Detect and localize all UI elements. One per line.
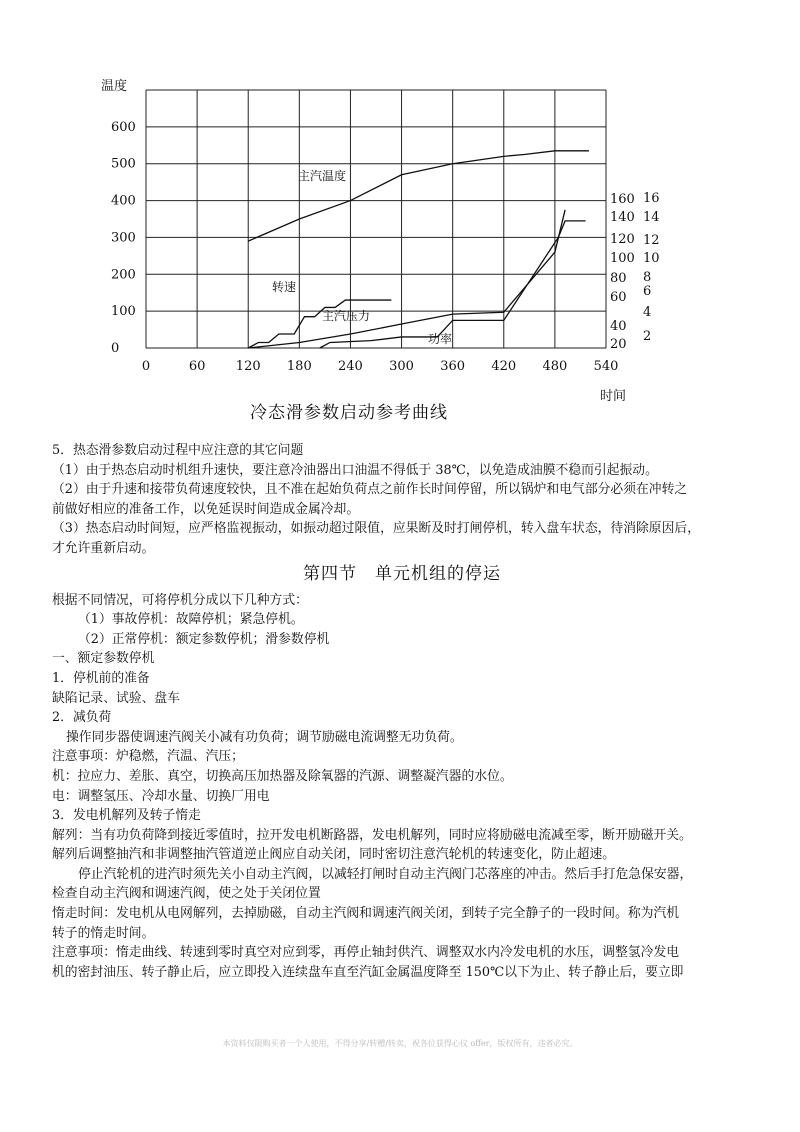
x-axis-label: 时间 <box>600 389 627 404</box>
x-tick-label: 120 <box>235 359 261 374</box>
x-tick-label: 60 <box>188 359 206 374</box>
series-label: 功率 <box>428 332 453 346</box>
y-tick-label: 400 <box>111 193 136 209</box>
step-3-title: 3．发电机解列及转子惰走 <box>52 808 201 824</box>
section4-heading: 第四节 单元机组的停运 <box>303 563 501 584</box>
y-tick-label: 200 <box>111 267 136 283</box>
startup-curve-chart <box>0 0 800 410</box>
disconnect-text-1: 解列：当有功负荷降到接近零值时，拉开发电机断路器，发电机解列，同时应将励磁电流减至零，断开励磁开关。 <box>52 827 692 843</box>
section5-item-3a: （3）热态启动时间短，应严格监视振动，如振动超过限值，应果断及时打闸停机，转入盘车状态，待消除原因后， <box>52 521 700 537</box>
x-tick-label: 360 <box>440 359 466 374</box>
document-body <box>52 441 752 982</box>
step-2-note: 注意事项：炉稳燃，汽温、汽压； <box>52 749 244 765</box>
chart-title: 冷态滑参数启动参考曲线 <box>250 403 448 423</box>
section5-item-2a: （2）由于升速和接带负荷速度较快，且不准在起始负荷点之前作长时间停留，所以锅炉和电气部分必须在冲转之 <box>52 482 688 498</box>
section5-title: 5．热态滑参数启动过程中应注意的其它问题 <box>52 443 304 458</box>
right-tick-label-b: 14 <box>643 210 660 225</box>
x-tick-label: 300 <box>389 359 414 374</box>
notes-text-2: 机的密封油压、转子静止后，应立即投入连续盘车直至汽缸金属温度降至 150℃以下为止、转子静止后，要立即 <box>52 964 684 980</box>
section4-intro: 根据不同情况，可将停机分成以下几种方式： <box>52 592 308 608</box>
x-tick-label: 180 <box>286 359 312 374</box>
right-tick-label-b: 12 <box>643 233 660 248</box>
series-line-主汽压力 <box>248 210 565 348</box>
y-tick-label: 100 <box>111 304 136 320</box>
chart-grid <box>146 90 606 348</box>
x-tick-label: 540 <box>593 359 619 374</box>
right-tick-label-b: 6 <box>643 284 652 299</box>
right-tick-label-a: 80 <box>610 271 627 286</box>
right-tick-label-a: 40 <box>610 319 627 334</box>
y-axis-label: 温度 <box>101 79 128 94</box>
right-tick-label-b: 2 <box>643 329 652 344</box>
y-tick-label: 600 <box>111 119 136 135</box>
section5-item-3b: 才允许重新启动。 <box>52 540 155 556</box>
y-tick-label: 500 <box>111 156 136 172</box>
x-tick-label: 420 <box>491 359 517 374</box>
right-tick-label-b: 16 <box>643 191 660 206</box>
series-label: 主汽温度 <box>298 169 347 183</box>
x-tick-label: 240 <box>338 359 363 374</box>
right-tick-label-b: 4 <box>643 305 652 320</box>
subheading-rated-stop: 一、额定参数停机 <box>52 651 155 667</box>
coastdown-text-1: 惰走时间：发电机从电网解列，去掉励磁，自动主汽阀和调速汽阀关闭，到转子完全静子的一段时间。称为汽机 <box>52 906 680 922</box>
coastdown-text-2: 转子的惰走时间。 <box>52 925 155 941</box>
section5-item-1: （1）由于热态启动时机组升速快，要注意冷油器出口油温不得低于 38℃，以免造成油膜不稳而引起振动。 <box>52 462 658 478</box>
series-label: 转速 <box>272 280 297 294</box>
right-tick-label-a: 160 <box>610 192 635 207</box>
right-tick-label-a: 60 <box>610 290 627 305</box>
series-label: 主汽压力 <box>322 309 371 323</box>
step-1-title: 1．停机前的准备 <box>52 670 150 686</box>
stop-type-2: （2）正常停机：额定参数停机；滑参数停机 <box>78 631 330 647</box>
stop-steam-text-1: 停止汽轮机的进汽时须先关小自动主汽阀，以减轻打闸时自动主汽阀门芯落座的冲击。然后手打危急保安器， <box>78 866 693 882</box>
right-tick-label-a: 120 <box>610 232 635 247</box>
right-tick-label-a: 140 <box>610 210 635 225</box>
right-tick-label-b: 8 <box>643 270 652 285</box>
step-2-text: 操作同步器使调速汽阀关小减有功负荷；调节励磁电流调整无功负荷。 <box>66 729 463 745</box>
right-tick-label-b: 10 <box>643 251 660 266</box>
stop-type-1: （1）事故停机：故障停机；紧急停机。 <box>78 612 304 628</box>
right-tick-label-a: 100 <box>610 251 635 266</box>
step-2-mech: 机：拉应力、差胀、真空，切换高压加热器及除氧器的汽源、调整凝汽器的水位。 <box>52 768 513 784</box>
right-tick-label-a: 20 <box>610 337 627 352</box>
notes-text-1: 注意事项：惰走曲线、转速到零时真空对应到零，再停止轴封供汽、调整双水内冷发电机的水压，调整氢冷发电 <box>52 945 680 961</box>
step-2-elec: 电：调整氢压、冷却水量、切换厂用电 <box>52 788 270 804</box>
step-1-text: 缺陷记录、试验、盘车 <box>52 690 180 706</box>
x-tick-label: 0 <box>141 359 151 374</box>
section5-item-2b: 前做好相应的准备工作，以免延误时间造成金属冷却。 <box>52 501 360 517</box>
y-tick-label: 300 <box>111 230 136 246</box>
stop-steam-text-2: 检查自动主汽阀和调速汽阀，使之处于关闭位置 <box>52 886 321 902</box>
y-tick-label: 0 <box>111 341 120 356</box>
step-2-title: 2．减负荷 <box>52 710 112 726</box>
page-footer: 本资料仅限购买者一个人使用，不得分享/转赠/转卖，祝各位获得心仪 offer，版权所有，违者必究。 <box>222 1039 578 1048</box>
disconnect-text-2: 解列后调整抽汽和非调整抽汽管道逆止阀应自动关闭，同时密切注意汽轮机的转速变化，防止超速。 <box>52 847 616 863</box>
x-tick-label: 480 <box>542 359 568 374</box>
